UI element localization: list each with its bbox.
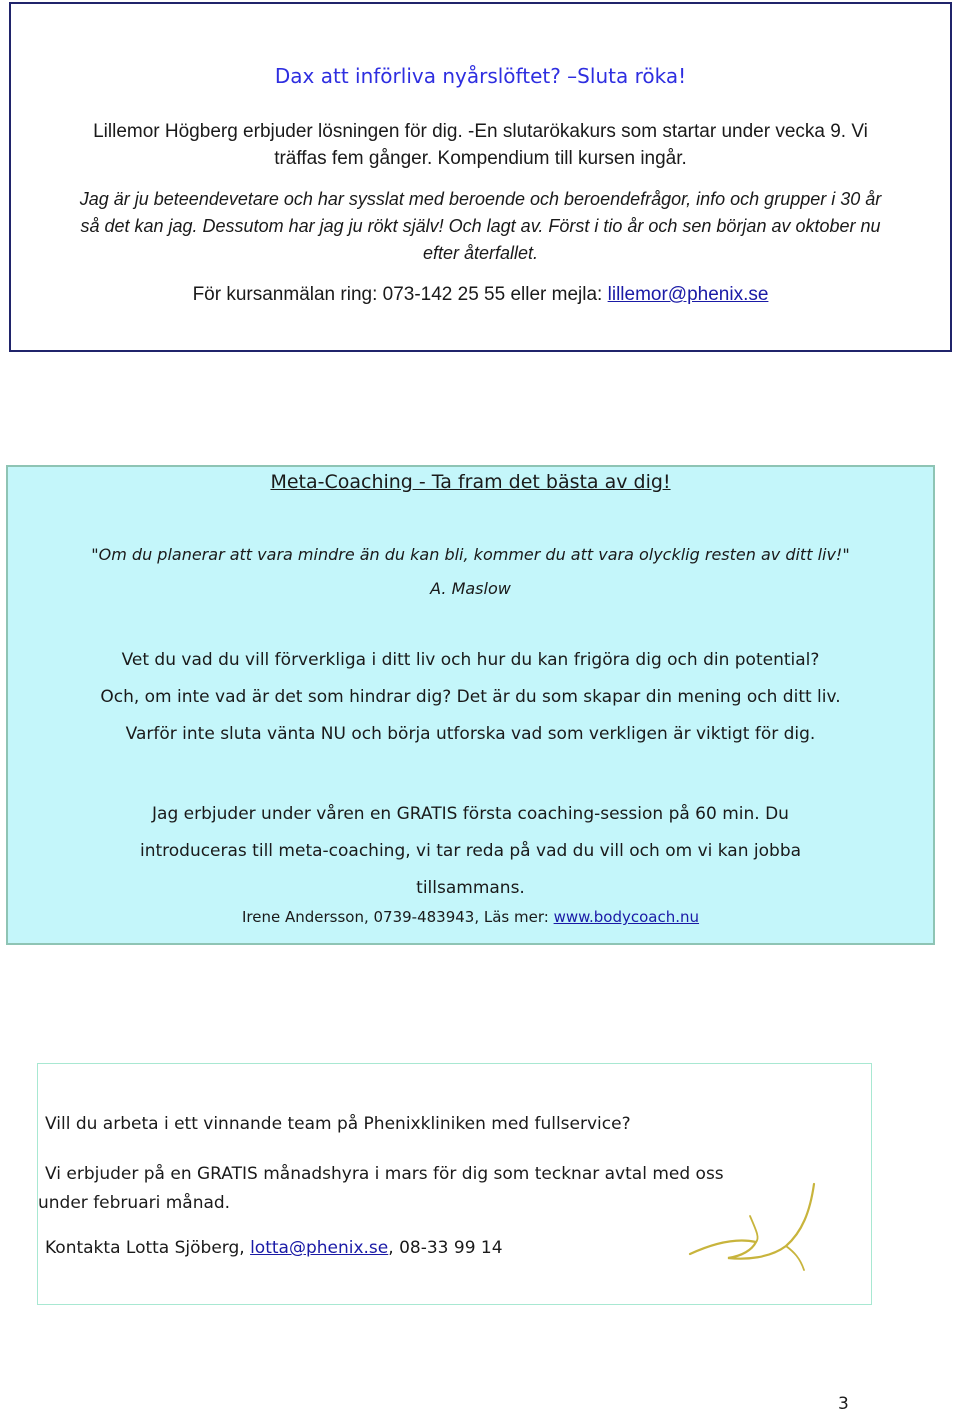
page-number: 3 — [838, 1394, 849, 1414]
phenix-logo-icon — [686, 1176, 826, 1276]
offer-line-1: Jag erbjuder under våren en GRATIS första coaching-session på 60 min. Du — [152, 804, 789, 824]
smoking-course-intro — [11, 118, 950, 172]
lotta-contact-suffix: , 08-33 99 14 — [388, 1238, 503, 1258]
contact-text: För kursanmälan ring: 073-142 25 55 eller mejla: — [192, 284, 608, 305]
lotta-contact — [45, 1238, 503, 1258]
bodycoach-link[interactable]: www.bodycoach.nu — [553, 908, 700, 926]
question-1: Vet du vad du vill förverkliga i ditt liv och hur du kan frigöra dig och din potential? — [121, 650, 820, 670]
offer-text-line-2: under februari månad. — [38, 1193, 231, 1213]
question-2: Och, om inte vad är det som hindrar dig? Det är du som skapar din mening och ditt liv. — [100, 687, 841, 707]
meta-coaching-box — [6, 465, 935, 945]
bio-line-3: efter återfallet. — [422, 243, 539, 263]
quote-author: A. Maslow — [430, 579, 511, 598]
coaching-contact-text: Irene Andersson, 0739-483943, Läs mer: — [241, 908, 554, 926]
intro-line-2: träffas fem gånger. Kompendium till kursen ingår. — [274, 148, 687, 169]
bio-line-1: Jag är ju beteendevetare och har sysslat med beroende och beroendefrågor, info och grupper i 30 år — [79, 189, 882, 209]
offer-line-2: introduceras till meta-coaching, vi tar reda på vad du vill och om vi kan jobba — [139, 841, 802, 861]
smoking-course-contact — [11, 284, 950, 306]
lotta-email-link[interactable]: lotta@phenix.se — [250, 1238, 389, 1258]
coaching-contact — [8, 908, 933, 926]
smoking-course-box — [9, 2, 952, 352]
lillemor-email-link[interactable]: lillemor@phenix.se — [607, 284, 769, 305]
bio-line-2: så det kan jag. Dessutom har jag ju rökt själv! Och lagt av. Först i tio år och sen början av oktober nu — [80, 216, 881, 236]
smoking-course-title: Dax att införliva nyårslöftet? –Sluta röka! — [274, 64, 687, 88]
maslow-quote: "Om du planerar att vara mindre än du kan bli, kommer du att vara olycklig resten av ditt liv!" — [91, 545, 850, 564]
meta-coaching-title: Meta-Coaching - Ta fram det bästa av dig! — [270, 471, 671, 493]
question-3: Varför inte sluta vänta NU och börja utforska vad som verkligen är viktigt för dig. — [125, 724, 816, 744]
lotta-contact-prefix: Kontakta Lotta Sjöberg, — [45, 1238, 251, 1258]
team-invite: Vill du arbeta i ett vinnande team på Phenixkliniken med fullservice? — [45, 1114, 631, 1134]
offer-line-3: tillsammans. — [416, 878, 525, 898]
intro-line-1: Lillemor Högberg erbjuder lösningen för dig. -En slutarökakurs som startar under vecka 9. Vi — [93, 121, 868, 142]
phenix-clinic-box — [37, 1063, 872, 1305]
smoking-course-bio — [11, 186, 950, 267]
offer-text-line-1: Vi erbjuder på en GRATIS månadshyra i mars för dig som tecknar avtal med oss — [45, 1164, 724, 1184]
coaching-offer — [8, 796, 933, 907]
